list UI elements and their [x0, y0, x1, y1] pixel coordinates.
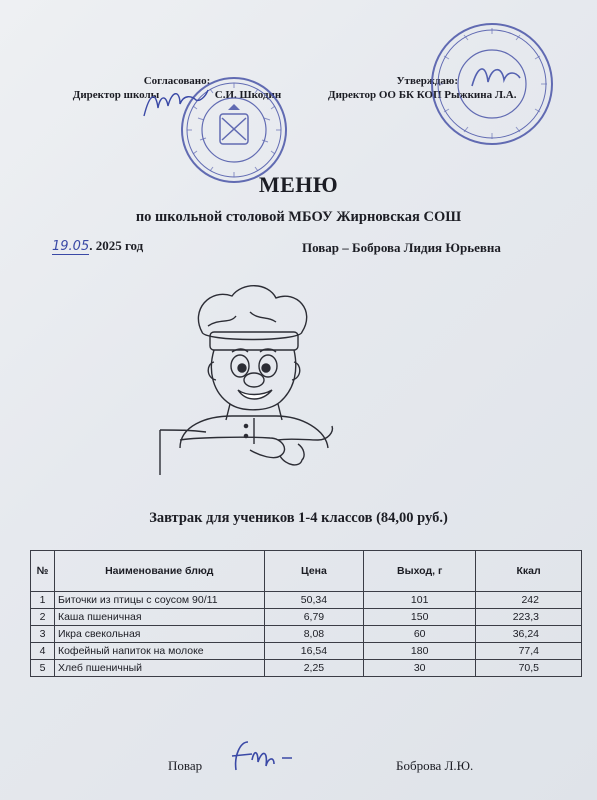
dish-yield: 150: [364, 609, 476, 626]
col-dish-header: Наименование блюд: [54, 551, 264, 592]
dish-name: Икра свекольная: [54, 626, 264, 643]
cook-signature-icon: [222, 736, 302, 776]
row-number: 2: [31, 609, 55, 626]
table-row: [31, 592, 582, 609]
table-row: [31, 609, 582, 626]
table-header-row: [31, 551, 582, 592]
dish-price: 2,25: [264, 660, 364, 677]
dish-price: 50,34: [264, 592, 364, 609]
footer-cook-label: Повар: [168, 758, 203, 773]
dish-name: Каша пшеничная: [54, 609, 264, 626]
dish-price: 6,79: [264, 609, 364, 626]
dish-kcal: 36,24: [476, 626, 582, 643]
dish-kcal: 242: [476, 592, 582, 609]
dish-name: Кофейный напиток на молоке: [54, 643, 264, 660]
chef-illustration-icon: [150, 280, 350, 480]
page-subtitle: по школьной столовой МБОУ Жирновская СОШ: [135, 209, 462, 225]
row-number: 5: [31, 660, 55, 677]
date-suffix: . 2025 год: [89, 238, 144, 253]
col-yield-header: Выход, г: [364, 551, 476, 592]
row-number: 1: [31, 592, 55, 609]
agreed-role: Директор школы: [72, 89, 160, 101]
dish-yield: 60: [364, 626, 476, 643]
dish-kcal: 223,3: [476, 609, 582, 626]
table-row: [31, 660, 582, 677]
dish-name: Биточки из птицы с соусом 90/11: [54, 592, 264, 609]
row-number: 4: [31, 643, 55, 660]
col-price-header: Цена: [264, 551, 364, 592]
page-title: МЕНЮ: [258, 172, 339, 197]
agreed-label: Согласовано:: [143, 75, 211, 87]
col-kcal-header: Ккал: [476, 551, 582, 592]
handwritten-date: 19.05: [52, 239, 90, 254]
table-row: [31, 643, 582, 660]
cook-line: Повар – Боброва Лидия Юрьевна: [302, 240, 501, 255]
dish-name: Хлеб пшеничный: [54, 660, 264, 677]
menu-table: [30, 550, 582, 677]
dish-yield: 30: [364, 660, 476, 677]
dish-yield: 180: [364, 643, 476, 660]
footer-cook-name: Боброва Л.Ю.: [396, 758, 474, 773]
breakfast-title: Завтрак для учеников 1-4 классов (84,00 руб.): [149, 510, 448, 526]
approved-role: Директор ОО БК КОП Рыжкина Л.А.: [328, 89, 517, 101]
dish-price: 16,54: [264, 643, 364, 660]
col-number-header: №: [31, 551, 55, 592]
dish-price: 8,08: [264, 626, 364, 643]
table-row: [31, 626, 582, 643]
dish-kcal: 77,4: [476, 643, 582, 660]
dish-kcal: 70,5: [476, 660, 582, 677]
agreed-name: С.И. Шкодин: [214, 89, 282, 101]
dish-yield: 101: [364, 592, 476, 609]
director-signature-icon: [140, 82, 210, 122]
approved-label: Утверждаю:: [396, 75, 458, 87]
menu-date: [52, 238, 143, 254]
organization-stamp-icon: [428, 20, 556, 148]
row-number: 3: [31, 626, 55, 643]
